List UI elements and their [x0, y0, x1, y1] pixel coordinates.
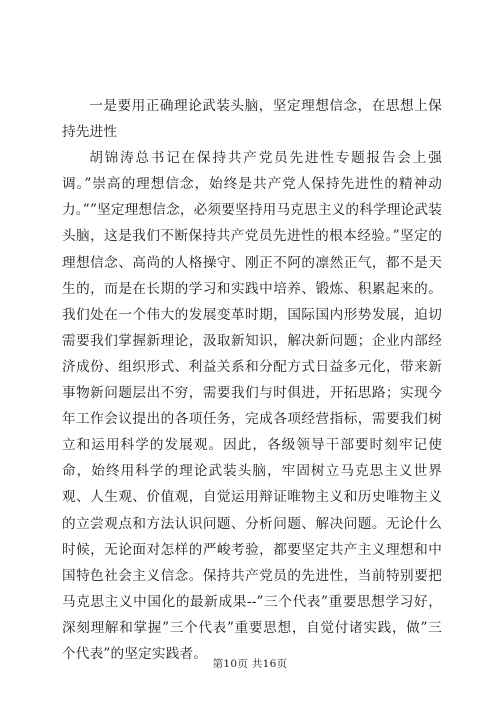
- paragraph-heading: 一是要用正确理论武装头脑，坚定理想信念，在思想上保持先进性: [62, 98, 442, 141]
- document-body: [62, 93, 442, 667]
- page-number-footer: 第10页 共16页: [212, 658, 288, 670]
- paragraph-body: 胡锦涛总书记在保持共产党员先进性专题报告会上强调。”崇高的理想信念，始终是共产党人保持先进性的精神动力。””坚定理想信念，必须要坚持用马克思主义的科学理论武装头脑，这是我们不断保持共产党员先进性的根本经验。”坚定的理想信念、高尚的人格操守、刚正不阿的凛然正气，都不是天生的，而是在长期的学习和实践中培养、锻炼、积累起来的。我们处在一个伟大的发展变革时期，国际国内形势发展，迫切需要我们掌握新理论，汲取新知识，解决新问题；企业内部经济成份、组织形式、利益关系和分配方式日益多元化，带来新事物新问题层出不穷，需要我们与时俱进，开拓思路；实现今年工作会议提出的各项任务，完成各项经营指标，需要我们树立和运用科学的发展观。因此，各级领导干部要时刻牢记使命，始终用科学的理论武装头脑，牢固树立马克思主义世界观、人生观、价值观，自觉运用辩证唯物主义和历史唯物主义的立尝观点和方法认识问题、分析问题、解决问题。无论什么时候，无论面对怎样的严峻考验，都要坚定共产主义理想和中国特色社会主义信念。保持共产党员的先进性，当前特别要把马克思主义中国化的最新成果--”三个代表”重要思想学习好，深刻理解和掌握”三个代表”重要思想，自觉付诸实践，做”三个代表”的坚定实践者。: [62, 150, 442, 662]
